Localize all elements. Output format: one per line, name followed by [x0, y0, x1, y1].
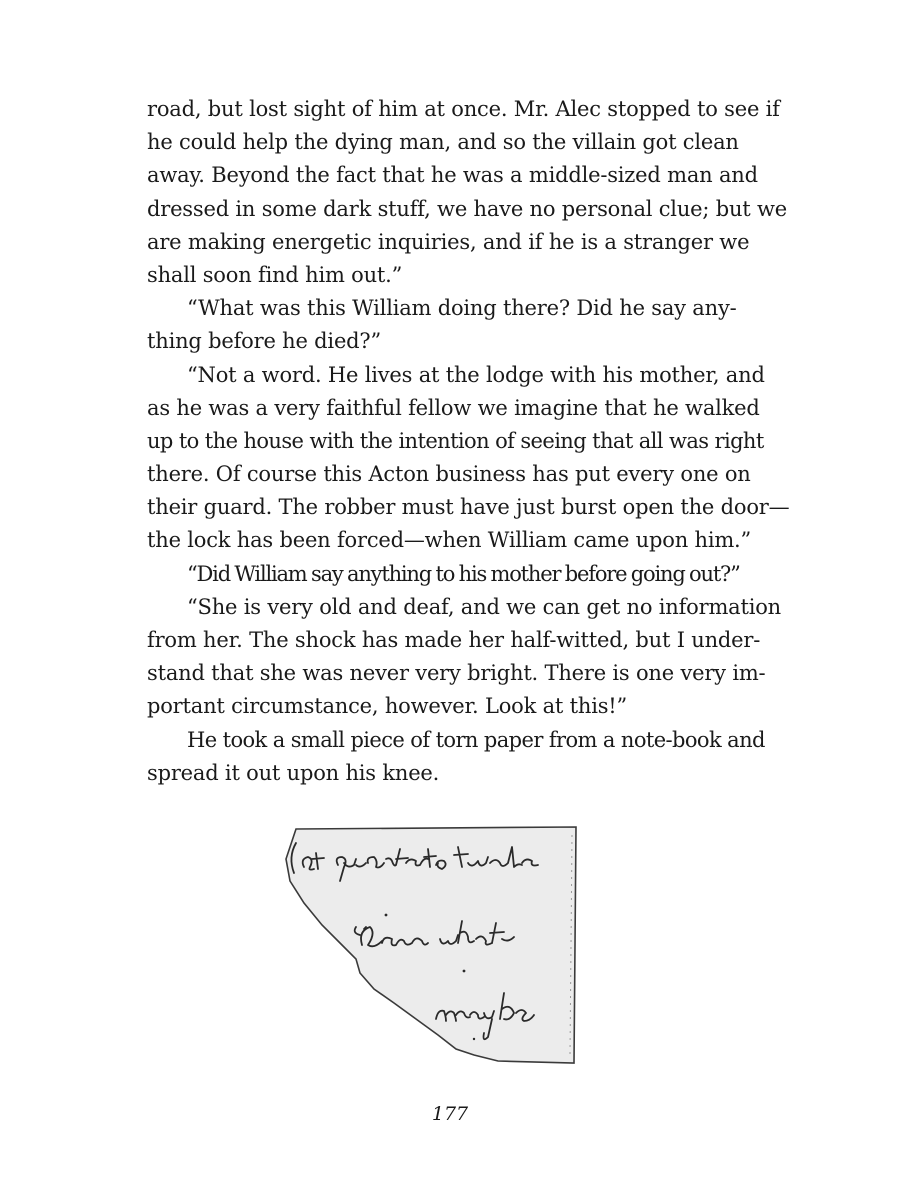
- text-line: thing before he died?”: [147, 329, 382, 354]
- text-line: “Not a word. He lives at the lodge with his mother, and: [187, 362, 765, 387]
- text-line: “What was this William doing there? Did he say any-: [187, 296, 737, 321]
- text-line: are making energetic inquiries, and if he is a stranger we: [147, 229, 750, 254]
- text-line: He took a small piece of torn paper from a note-book and: [187, 727, 765, 752]
- text-line: there. Of course this Acton business has put every one on: [147, 462, 751, 487]
- text-line: “Did William say anything to his mother before going out?”: [187, 561, 740, 586]
- body-text: [147, 93, 790, 790]
- page-number: 177: [431, 1103, 469, 1125]
- text-line: away. Beyond the fact that he was a middle-sized man and: [147, 163, 758, 188]
- text-line: spread it out upon his knee.: [147, 760, 440, 785]
- text-line: he could help the dying man, and so the villain got clean: [147, 130, 739, 155]
- text-line: shall soon find him out.”: [147, 262, 403, 287]
- text-line: road, but lost sight of him at once. Mr. Alec stopped to see if: [147, 97, 780, 121]
- torn-note-illustration: [278, 823, 578, 1067]
- text-line: their guard. The robber must have just burst open the door—: [147, 495, 790, 520]
- text-line: “She is very old and deaf, and we can get no information: [187, 594, 781, 619]
- text-line: dressed in some dark stuff, we have no personal clue; but we: [147, 196, 788, 221]
- text-line: stand that she was never very bright. There is one very im-: [147, 661, 766, 686]
- text-line: as he was a very faithful fellow we imagine that he walked: [147, 395, 760, 420]
- text-line: up to the house with the intention of seeing that all was right: [147, 428, 764, 453]
- text-line: portant circumstance, however. Look at this!”: [147, 694, 628, 719]
- text-line: from her. The shock has made her half-witted, but I under-: [147, 628, 761, 652]
- text-line: the lock has been forced—when William came upon him.”: [147, 528, 752, 553]
